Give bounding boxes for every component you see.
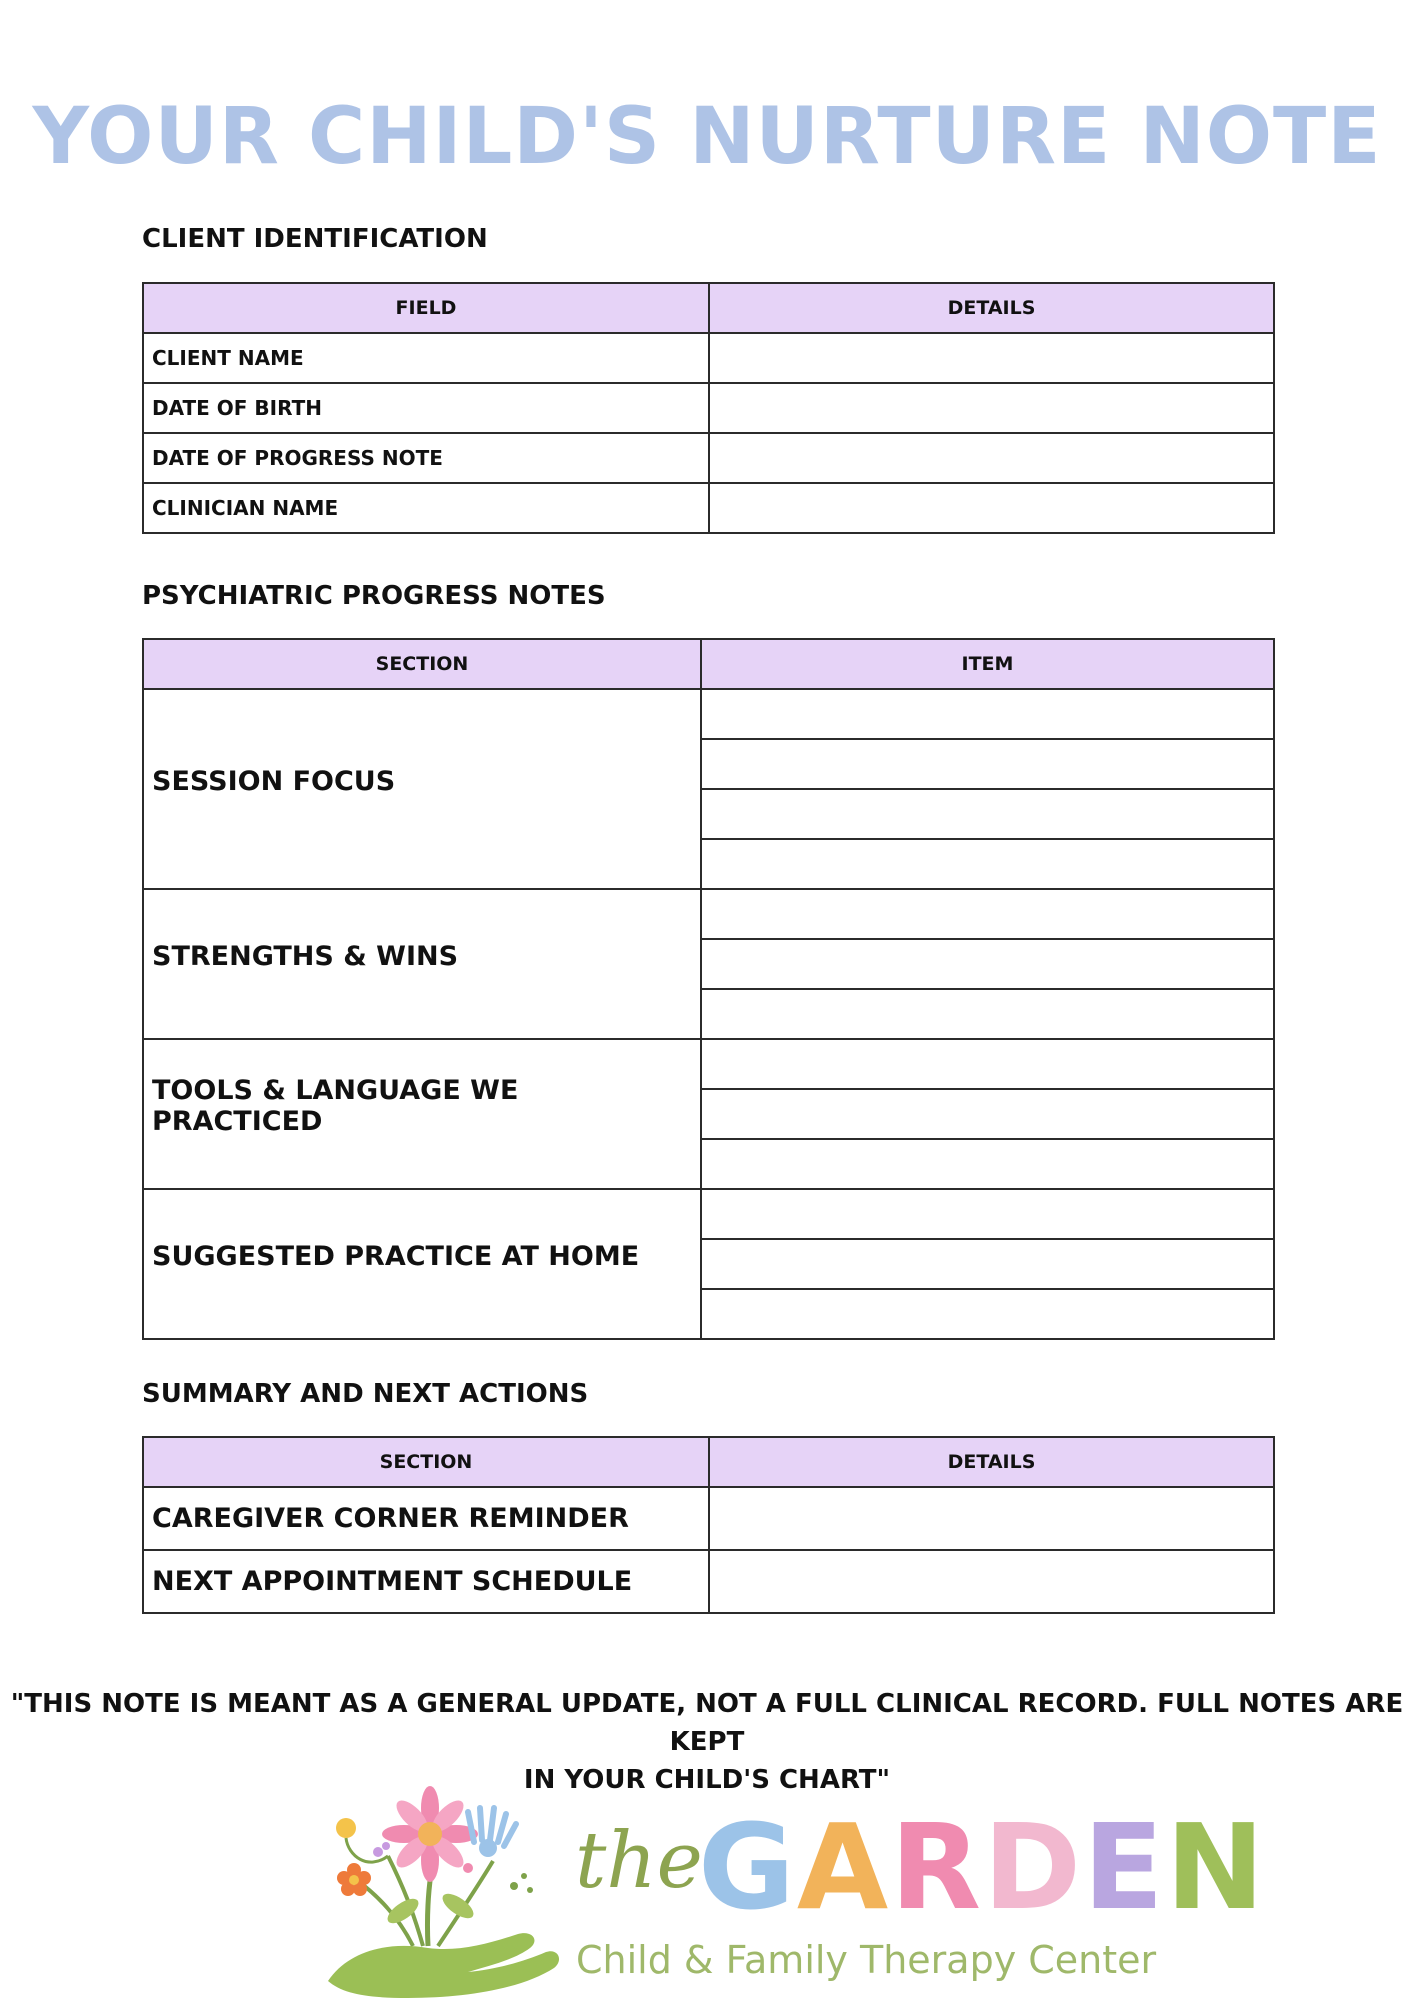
session-focus-item-field[interactable] <box>701 739 1274 789</box>
table-row <box>143 1487 1274 1550</box>
client-identification-table <box>142 282 1275 534</box>
table-header-row <box>143 639 1274 689</box>
caregiver-reminder-field[interactable] <box>709 1487 1274 1550</box>
progress-note-date-field[interactable] <box>709 433 1274 483</box>
row-label-client-name: CLIENT NAME <box>143 333 709 383</box>
row-label-clinician-name: CLINICIAN NAME <box>143 483 709 533</box>
logo-letter: D <box>983 1798 1084 1936</box>
date-of-birth-field[interactable] <box>709 383 1274 433</box>
row-label-next-appointment: NEXT APPOINTMENT SCHEDULE <box>143 1550 709 1613</box>
column-header-item: ITEM <box>701 639 1274 689</box>
practice-item-field[interactable] <box>701 1289 1274 1339</box>
session-focus-item-field[interactable] <box>701 839 1274 889</box>
table-row <box>143 1039 1274 1089</box>
table-row <box>143 1189 1274 1239</box>
progress-notes-heading: PSYCHIATRIC PROGRESS NOTES <box>142 581 606 611</box>
logo-letter: R <box>890 1798 984 1936</box>
strengths-item-field[interactable] <box>701 939 1274 989</box>
table-header-row <box>143 283 1274 333</box>
session-focus-item-field[interactable] <box>701 689 1274 739</box>
progress-notes-table <box>142 638 1275 1340</box>
practice-item-field[interactable] <box>701 1239 1274 1289</box>
practice-item-field[interactable] <box>701 1189 1274 1239</box>
logo-the-text: the <box>575 1816 703 1906</box>
logo-letter: G <box>698 1798 797 1936</box>
row-label-date-of-birth: DATE OF BIRTH <box>143 383 709 433</box>
tools-item-field[interactable] <box>701 1039 1274 1089</box>
flower-bouquet-icon <box>318 1776 578 2000</box>
column-header-field: FIELD <box>143 283 709 333</box>
section-tools-language: TOOLS & LANGUAGE WE PRACTICED <box>143 1039 701 1189</box>
row-label-caregiver-reminder: CAREGIVER CORNER REMINDER <box>143 1487 709 1550</box>
session-focus-item-field[interactable] <box>701 789 1274 839</box>
garden-logo <box>318 1776 1267 2000</box>
logo-garden-wordmark <box>698 1798 1266 1936</box>
table-row <box>143 889 1274 939</box>
strengths-item-field[interactable] <box>701 989 1274 1039</box>
client-identification-heading: CLIENT IDENTIFICATION <box>142 224 488 254</box>
logo-letter: A <box>796 1798 891 1936</box>
column-header-section: SECTION <box>143 639 701 689</box>
logo-letter: E <box>1083 1798 1166 1936</box>
column-header-details: DETAILS <box>709 1437 1274 1487</box>
table-row <box>143 1550 1274 1613</box>
column-header-details: DETAILS <box>709 283 1274 333</box>
row-label-progress-note-date: DATE OF PROGRESS NOTE <box>143 433 709 483</box>
logo-letter: N <box>1165 1798 1267 1936</box>
column-header-section: SECTION <box>143 1437 709 1487</box>
clinician-name-field[interactable] <box>709 483 1274 533</box>
next-appointment-field[interactable] <box>709 1550 1274 1613</box>
summary-heading: SUMMARY AND NEXT ACTIONS <box>142 1379 589 1409</box>
table-row <box>143 433 1274 483</box>
table-row <box>143 333 1274 383</box>
page-title: YOUR CHILD'S NURTURE NOTE <box>32 92 1382 182</box>
section-strengths-wins: STRENGTHS & WINS <box>143 889 701 1039</box>
section-session-focus: SESSION FOCUS <box>143 689 701 889</box>
tools-item-field[interactable] <box>701 1089 1274 1139</box>
disclaimer-line-1: "THIS NOTE IS MEANT AS A GENERAL UPDATE, NOT A FULL CLINICAL RECORD. FULL NOTES ARE KEPT <box>10 1689 1404 1757</box>
section-practice-at-home: SUGGESTED PRACTICE AT HOME <box>143 1189 701 1339</box>
logo-subtitle: Child & Family Therapy Center <box>576 1938 1157 1982</box>
client-name-field[interactable] <box>709 333 1274 383</box>
table-row <box>143 483 1274 533</box>
table-row <box>143 689 1274 739</box>
tools-item-field[interactable] <box>701 1139 1274 1189</box>
table-row <box>143 383 1274 433</box>
strengths-item-field[interactable] <box>701 889 1274 939</box>
table-header-row <box>143 1437 1274 1487</box>
summary-table <box>142 1436 1275 1614</box>
disclaimer-line-2: IN YOUR CHILD'S CHART" <box>523 1765 891 1795</box>
